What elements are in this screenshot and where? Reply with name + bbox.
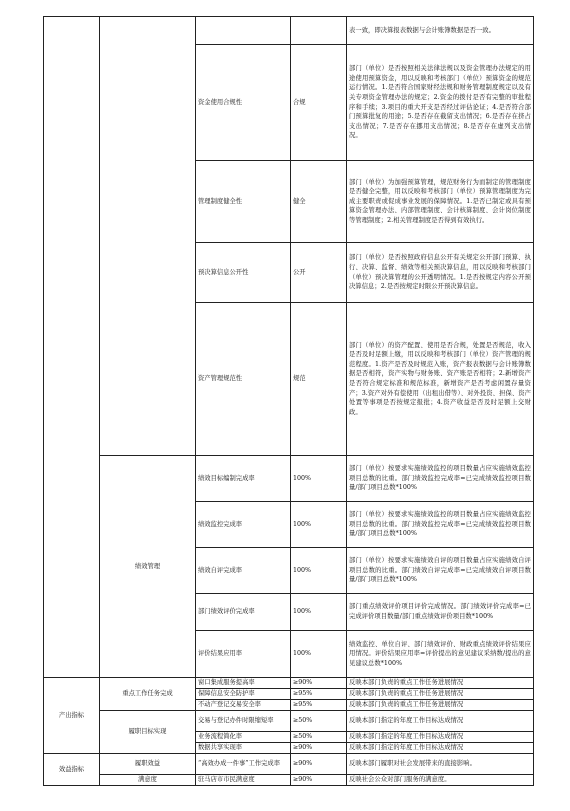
indicator-name-cell: 绩效自评完成率 <box>196 548 291 594</box>
target-value-cell: 规范 <box>291 303 347 456</box>
description-cell: 反映本部门指定的年度工作目标达成情况 <box>347 743 534 754</box>
indicator-name-cell: 交易与登记办件时限缩短率 <box>196 711 291 732</box>
target-value-cell: 100% <box>291 594 347 631</box>
target-value-cell: ≥90% <box>291 754 347 775</box>
description-cell: 部门（单位）按要求实施绩效自评的项目数量占应实施绩效自评项目总数的比重。部门绩效自评完成率=已完成绩效自评项目数量/部门项目总数*100% <box>347 548 534 594</box>
indicator-name-cell: 部门绩效评价完成率 <box>196 594 291 631</box>
level1-cell <box>44 17 100 678</box>
table-row <box>44 456 534 502</box>
target-value-cell: 健全 <box>291 161 347 243</box>
level1-cell: 产出指标 <box>44 678 100 754</box>
target-value-cell: 合规 <box>291 45 347 161</box>
target-value-cell: ≥95% <box>291 700 347 711</box>
indicator-name-cell: 评价结果应用率 <box>196 631 291 678</box>
target-value-cell <box>291 17 347 45</box>
indicator-name-cell: “高效办成一件事”工作完成率 <box>196 754 291 775</box>
indicator-name-cell: 预决算信息公开性 <box>196 243 291 303</box>
description-cell: 反映本部门履职对社会发展带来的直接影响。 <box>347 754 534 775</box>
target-value-cell: ≥50% <box>291 732 347 743</box>
target-value-cell: 100% <box>291 548 347 594</box>
description-cell: 部门重点绩效评价项目评价完成情况。部门绩效评价完成率=已完成评价项目数量/部门重点绩效评价项目数*100% <box>347 594 534 631</box>
table-row <box>44 775 534 786</box>
level2-cell: 履职目标实现 <box>100 711 196 754</box>
indicator-name-cell: 业务流程简化率 <box>196 732 291 743</box>
description-cell: 部门（单位）是否按照政府信息公开有关规定公开部门预算、执行、决算、监督、绩效等相关预决算信息，用以反映和考核部门（单位）预决算管理的公开透明情况。1.是否按规定内容公开预决算信息；2.是否按规定时限公开预决算信息。 <box>347 243 534 303</box>
target-value-cell: ≥90% <box>291 678 347 689</box>
table-row <box>44 17 534 45</box>
level2-cell: 重点工作任务完成 <box>100 678 196 711</box>
indicator-name-cell: 绩效目标编制完成率 <box>196 456 291 502</box>
indicator-name-cell: 资产管理规范性 <box>196 303 291 456</box>
description-cell: 绩效监控、单位自评、部门绩效评价、财政重点绩效评价结果应用情况。评价结果应用率=评价提出的意见建议采纳数/提出的意见建议总数*100% <box>347 631 534 678</box>
level2-cell: 绩效管理 <box>100 456 196 678</box>
description-cell: 反映本部门负责的重点工作任务进展情况 <box>347 700 534 711</box>
level1-cell: 效益指标 <box>44 754 100 786</box>
description-cell: 部门（单位）按要求实施绩效监控的项目数量占应实施绩效监控项目总数的比重。部门绩效监控完成率=已完成绩效监控项目数量/部门项目总数*100% <box>347 502 534 548</box>
description-cell: 反映社会公众对部门服务的满意度。 <box>347 775 534 786</box>
table-row <box>44 678 534 689</box>
indicator-name-cell: 保障信息安全防护率 <box>196 689 291 700</box>
level2-cell <box>100 17 196 456</box>
description-cell: 部门（单位）的资产配置、使用是否合规，处置是否规范，收入是否及时足额上缴，用以反映和考核部门（单位）资产管理的规范程度。1.资产是否及时规范入账，资产报表数据与会计账簿数据是否相符，资产实物与财务账、资产账是否相符；2.新增资产是否符合规定标准和规范标准，新增资产是否考虑闲置存量资产；3.资产对外有偿使用（出租出借等）、对外投资、担保、资产处置等事项是否按规定报批；4.资产收益是否及时足额上交财政。 <box>347 303 534 456</box>
description-cell: 表一致，即决算报表数据与会计账簿数据是否一致。 <box>347 17 534 45</box>
indicator-name-cell: 资金使用合规性 <box>196 45 291 161</box>
indicator-name-cell: 窗口集成服务提高率 <box>196 678 291 689</box>
indicator-name-cell: 绩效监控完成率 <box>196 502 291 548</box>
target-value-cell: ≥95% <box>291 689 347 700</box>
level2-cell: 满意度 <box>100 775 196 786</box>
target-value-cell: ≥50% <box>291 711 347 732</box>
target-value-cell: 100% <box>291 456 347 502</box>
target-value-cell: ≥90% <box>291 775 347 786</box>
target-value-cell: 100% <box>291 631 347 678</box>
target-value-cell: 100% <box>291 502 347 548</box>
target-value-cell: 公开 <box>291 243 347 303</box>
description-cell: 部门（单位）为加强预算管理，规范财务行为而制定的管理制度是否健全完整，用以反映和考核部门（单位）预算管理制度为完成主要职责或促成事业发展的保障情况。1.是否已制定或具有预算资金管理办法、内部管理制度、会计核算制度、会计岗位制度等管理制度；2.相关管理制度是否得到有效执行。 <box>347 161 534 243</box>
description-cell: 反映本部门指定的年度工作目标达成情况 <box>347 732 534 743</box>
indicator-name-cell <box>196 17 291 45</box>
description-cell: 反映本部门负责的重点工作任务进展情况 <box>347 678 534 689</box>
performance-indicator-table <box>43 16 534 786</box>
indicator-name-cell: 管理制度健全性 <box>196 161 291 243</box>
table-row <box>44 711 534 732</box>
description-cell: 反映本部门指定的年度工作目标达成情况 <box>347 711 534 732</box>
table-row <box>44 754 534 775</box>
description-cell: 部门（单位）按要求实施绩效监控的项目数量占应实施绩效监控项目总数的比重。部门绩效监控完成率=已完成绩效监控项目数量/部门项目总数*100% <box>347 456 534 502</box>
level2-cell: 履职效益 <box>100 754 196 775</box>
description-cell: 反映本部门负责的重点工作任务进展情况 <box>347 689 534 700</box>
target-value-cell: ≥90% <box>291 743 347 754</box>
description-cell: 部门（单位）是否按照相关法律法规以及资金管理办法规定的用途使用预算资金，用以反映和考核部门（单位）预算资金的规范运行情况。1.是否符合国家财经法规和财务管理制度规定以及有关专项资金管理办法的规定；2.资金的拨付是否有完整的审批程序和手续；3.项目的重大开支是否经过评估论证；4.是否符合部门预算批复的用途；5.是否存在截留支出情况；6.是否存在挤占支出情况；7.是否存在挪用支出情况；8.是否存在虚列支出情况。 <box>347 45 534 161</box>
indicator-name-cell: 不动产登记交易安全率 <box>196 700 291 711</box>
indicator-name-cell: 驻马店市市民满意度 <box>196 775 291 786</box>
indicator-name-cell: 数据共享实现率 <box>196 743 291 754</box>
